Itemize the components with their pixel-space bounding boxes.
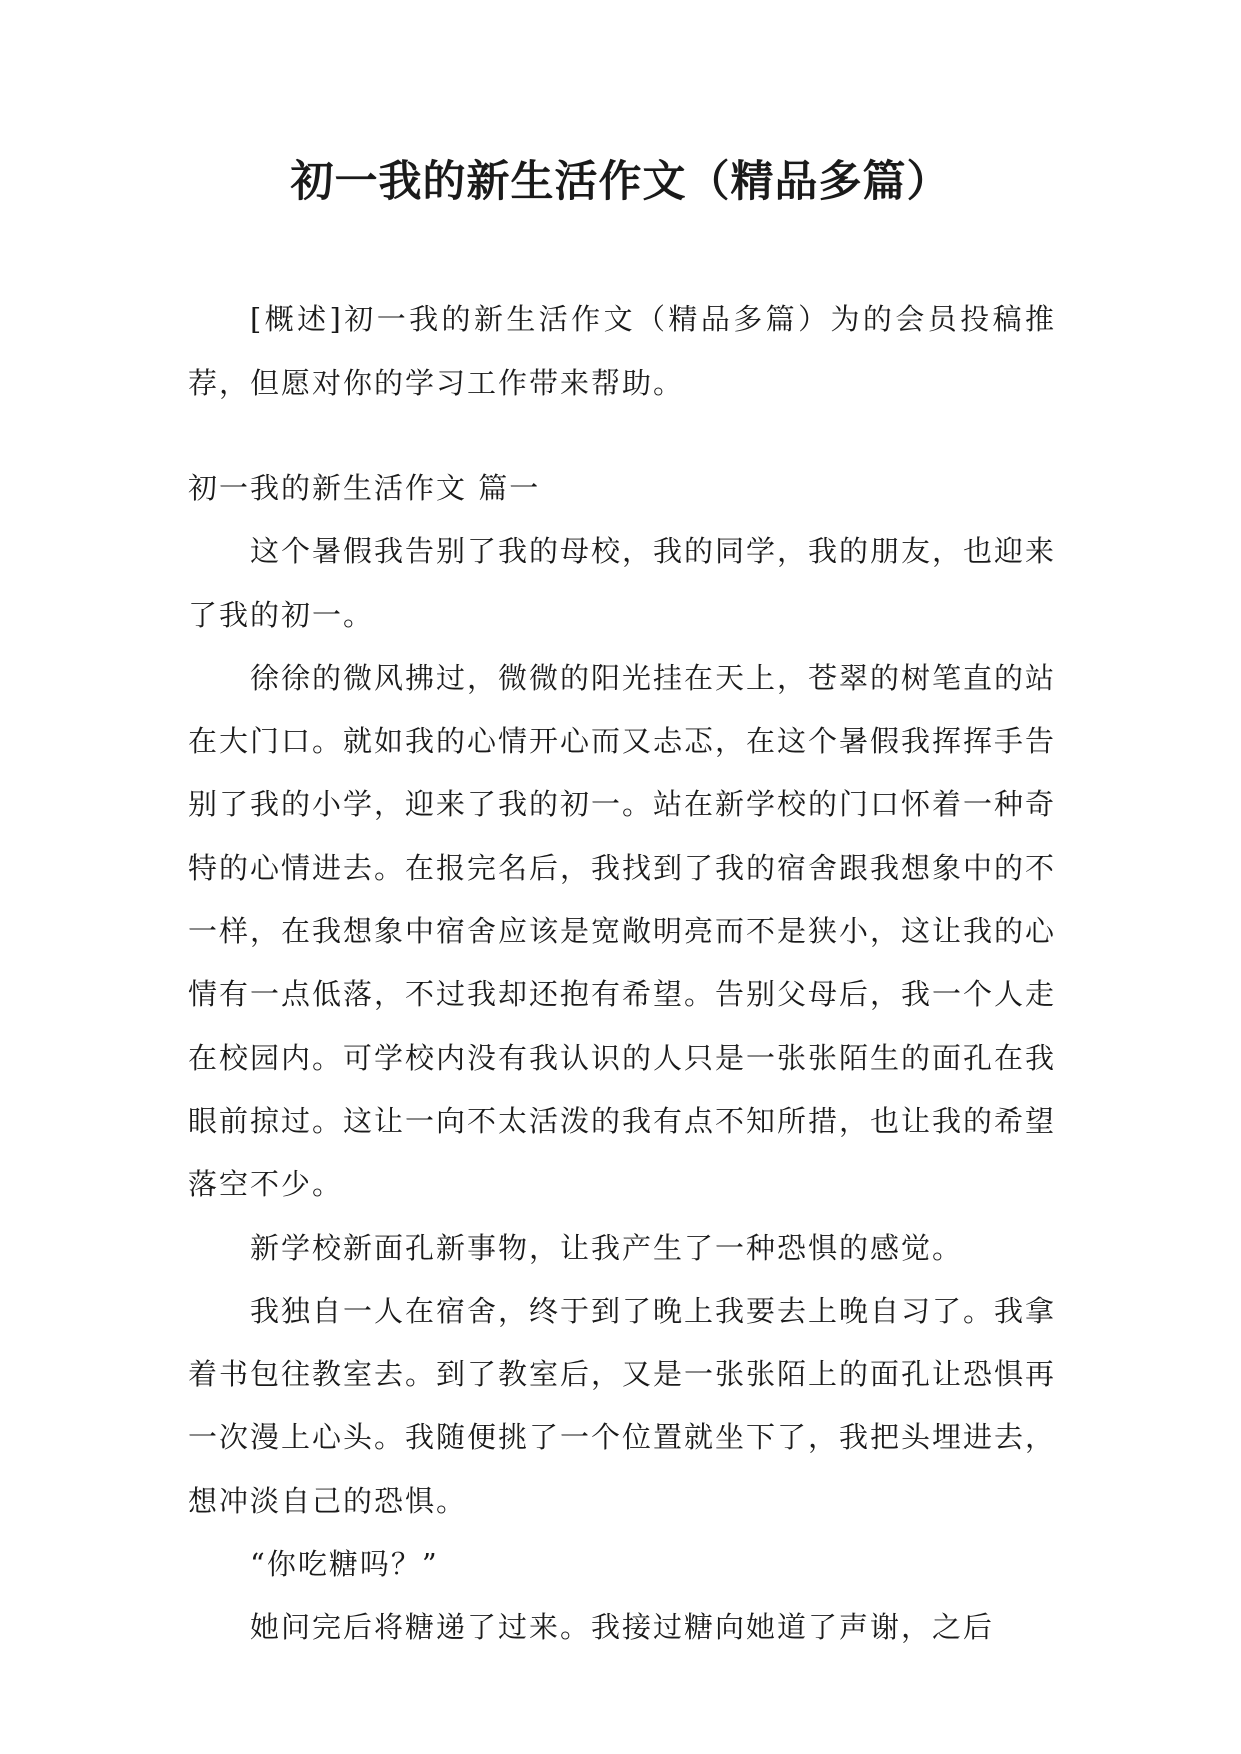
section-heading: 初一我的新生活作文 篇一 bbox=[188, 471, 541, 505]
body-paragraph: 徐徐的微风拂过，微微的阳光挂在天上，苍翠的树笔直的站在大门口。就如我的心情开心而又忐忑，在这个暑假我挥挥手告别了我的小学，迎来了我的初一。站在新学校的门口怀着一种奇特的心情进去。在报完名后，我找到了我的宿舍跟我想象中的不一样，在我想象中宿舍应该是宽敞明亮而不是狭小，这让我的心情有一点低落，不过我却还抱有希望。告别父母后，我一个人走在校园内。可学校内没有我认识的人只是一张张陌生的面孔在我眼前掠过。这让一向不太活泼的我有点不知所措，也让我的希望落空不少。 bbox=[188, 660, 1057, 1202]
body-paragraph: 新学校新面孔新事物，让我产生了一种恐惧的感觉。 bbox=[250, 1230, 964, 1265]
summary-paragraph: [概述]初一我的新生活作文（精品多篇）为的会员投稿推荐，但愿对你的学习工作带来帮助。 bbox=[188, 302, 1056, 400]
body-paragraph: 这个暑假我告别了我的母校，我的同学，我的朋友，也迎来了我的初一。 bbox=[188, 534, 1057, 632]
body-paragraph: 我独自一人在宿舍，终于到了晚上我要去上晚自习了。我拿着书包往教室去。到了教室后，又是一张张陌上的面孔让恐惧再一次漫上心头。我随便挑了一个位置就坐下了，我把头埋进去，想冲淡自己的恐惧。 bbox=[188, 1293, 1057, 1518]
section-one bbox=[188, 457, 1056, 1660]
document-title: 初一我的新生活作文（精品多篇） bbox=[290, 157, 951, 207]
body-paragraph: “你吃糖吗？” bbox=[250, 1547, 439, 1582]
body-paragraph: 她问完后将糖递了过来。我接过糖向她道了声谢，之后 bbox=[250, 1610, 995, 1645]
